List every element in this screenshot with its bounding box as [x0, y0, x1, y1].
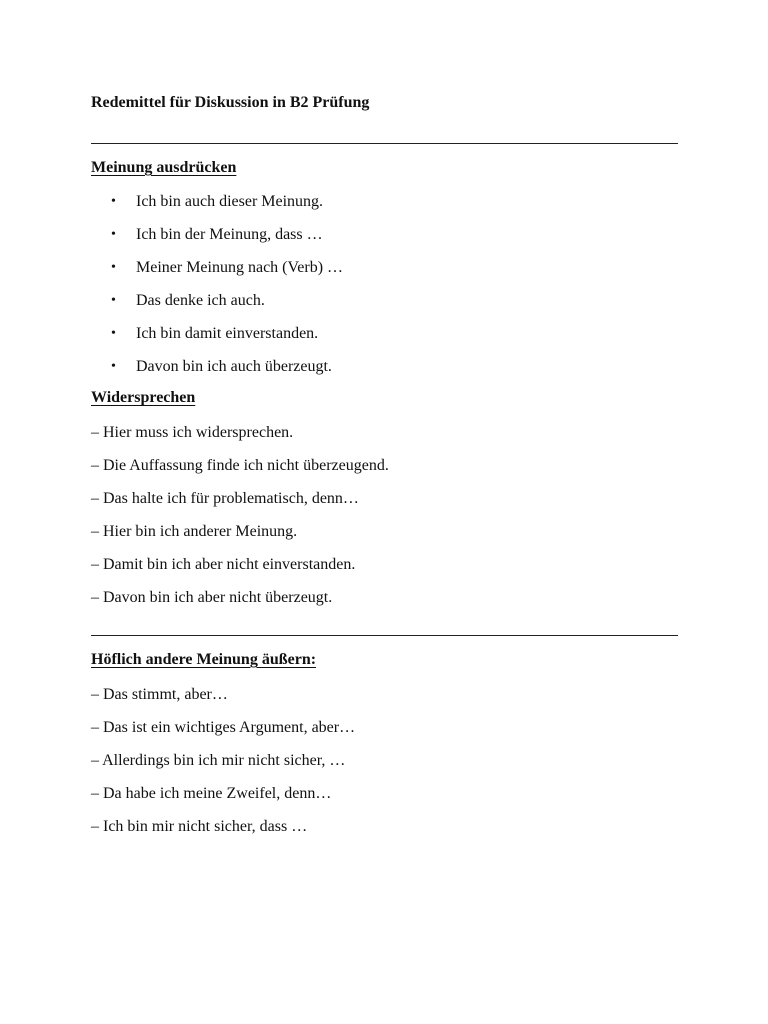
- bullet-icon: •: [111, 359, 116, 374]
- dash-list-hoeflich: [91, 683, 355, 848]
- list-item: • Davon bin ich auch überzeugt.: [91, 355, 343, 388]
- bullet-icon: •: [111, 326, 116, 341]
- section-heading-label: Meinung ausdrücken: [91, 159, 237, 176]
- divider-line: [91, 635, 678, 636]
- list-item: – Damit bin ich aber nicht einverstanden.: [91, 556, 356, 573]
- bullet-icon: •: [111, 260, 116, 275]
- bullet-icon: •: [111, 194, 116, 209]
- list-item: • Ich bin auch dieser Meinung.: [91, 190, 343, 223]
- list-item: • Ich bin damit einverstanden.: [91, 322, 343, 355]
- list-item: – Hier bin ich anderer Meinung.: [91, 523, 298, 540]
- section-heading-meinung: [91, 159, 320, 177]
- section-heading-label: Höflich andere Meinung äußern:: [91, 651, 317, 668]
- list-item: – Da habe ich meine Zweifel, denn…: [91, 785, 332, 802]
- bullet-icon: •: [111, 293, 116, 308]
- list-item: – Hier muss ich widersprechen.: [91, 424, 294, 441]
- divider-line: [91, 143, 678, 144]
- document-title: Redemittel für Diskussion in B2 Prüfung: [91, 94, 370, 111]
- bullet-list-meinung: [91, 190, 343, 388]
- section-heading-label: Widersprechen: [91, 389, 196, 406]
- list-item: – Die Auffassung finde ich nicht überzeugend.: [91, 457, 389, 474]
- list-item: • Ich bin der Meinung, dass …: [91, 223, 343, 256]
- list-item: • Meiner Meinung nach (Verb) …: [91, 256, 343, 289]
- list-item: – Allerdings bin ich mir nicht sicher, …: [91, 752, 346, 769]
- bullet-icon: •: [111, 227, 116, 242]
- list-item: – Ich bin mir nicht sicher, dass …: [91, 818, 308, 835]
- list-item: – Das stimmt, aber…: [91, 686, 228, 703]
- list-item: – Davon bin ich aber nicht überzeugt.: [91, 589, 333, 606]
- list-item: – Das halte ich für problematisch, denn…: [91, 490, 359, 507]
- section-heading-widersprechen: [91, 389, 292, 407]
- list-item: • Das denke ich auch.: [91, 289, 343, 322]
- section-heading-hoeflich: [91, 651, 444, 669]
- dash-list-widersprechen: [91, 421, 389, 619]
- list-item: – Das ist ein wichtiges Argument, aber…: [91, 719, 356, 736]
